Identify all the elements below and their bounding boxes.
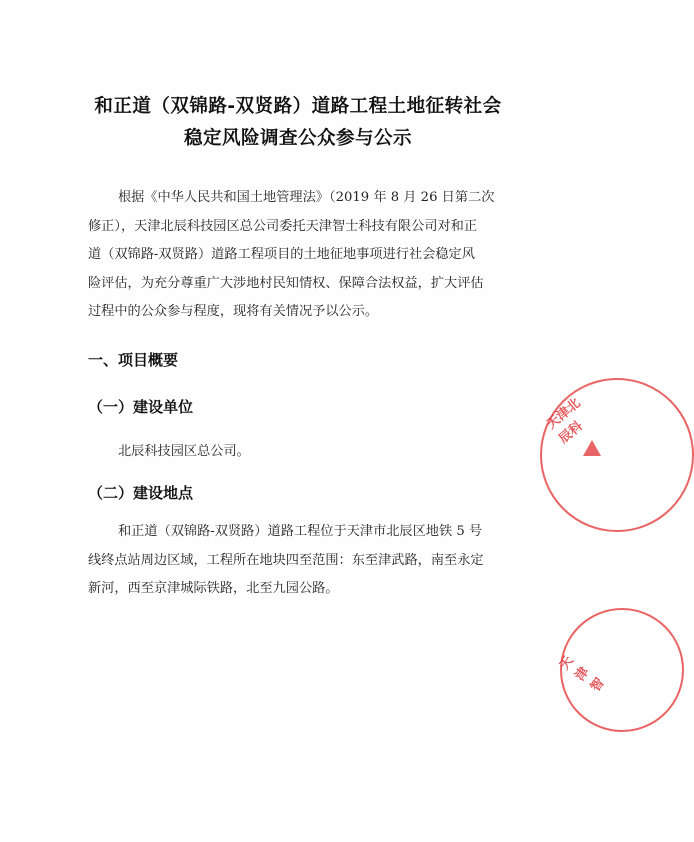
document-title-line-1: 和正道（双锦路-双贤路）道路工程土地征转社会 — [94, 96, 502, 117]
subsection-heading-construction-unit: （一）建设单位 — [88, 398, 194, 416]
seal-star-icon — [583, 440, 601, 456]
intro-line-2: 修正），天津北辰科技园区总公司委托天津智士科技有限公司对和正 — [88, 218, 478, 234]
site-line-1: 和正道（双锦路-双贤路）道路工程位于天津市北辰区地铁 5 号 — [118, 524, 483, 539]
intro-line-1: 根据《中华人民共和国土地管理法》（2019 年 8 月 26 日第二次 — [118, 190, 495, 205]
subsection-heading-construction-site: （二）建设地点 — [88, 484, 194, 502]
seal-1-text: 天津北辰科 — [543, 395, 586, 447]
construction-unit-text: 北辰科技园区总公司。 — [118, 444, 250, 459]
intro-paragraph — [88, 184, 516, 327]
site-line-3: 新河，西至京津城际铁路，北至九园公路。 — [88, 581, 339, 596]
section-heading-project-overview: 一、项目概要 — [88, 351, 179, 369]
construction-site-paragraph — [88, 518, 516, 604]
document-title-line-2: 稳定风险调查公众参与公示 — [183, 128, 412, 149]
intro-line-3: 道（双锦路-双贤路）道路工程项目的土地征地事项进行社会稳定风 — [88, 247, 475, 262]
intro-line-4: 险评估，为充分尊重广大涉地村民知情权、保障合法权益，扩大评估 — [88, 275, 484, 291]
seal-2-text: 天津智 — [557, 653, 608, 695]
intro-line-5: 过程中的公众参与程度，现将有关情况予以公示。 — [88, 304, 379, 319]
site-line-2: 线终点站周边区域，工程所在地块四至范围：东至津武路，南至永定 — [88, 552, 484, 568]
